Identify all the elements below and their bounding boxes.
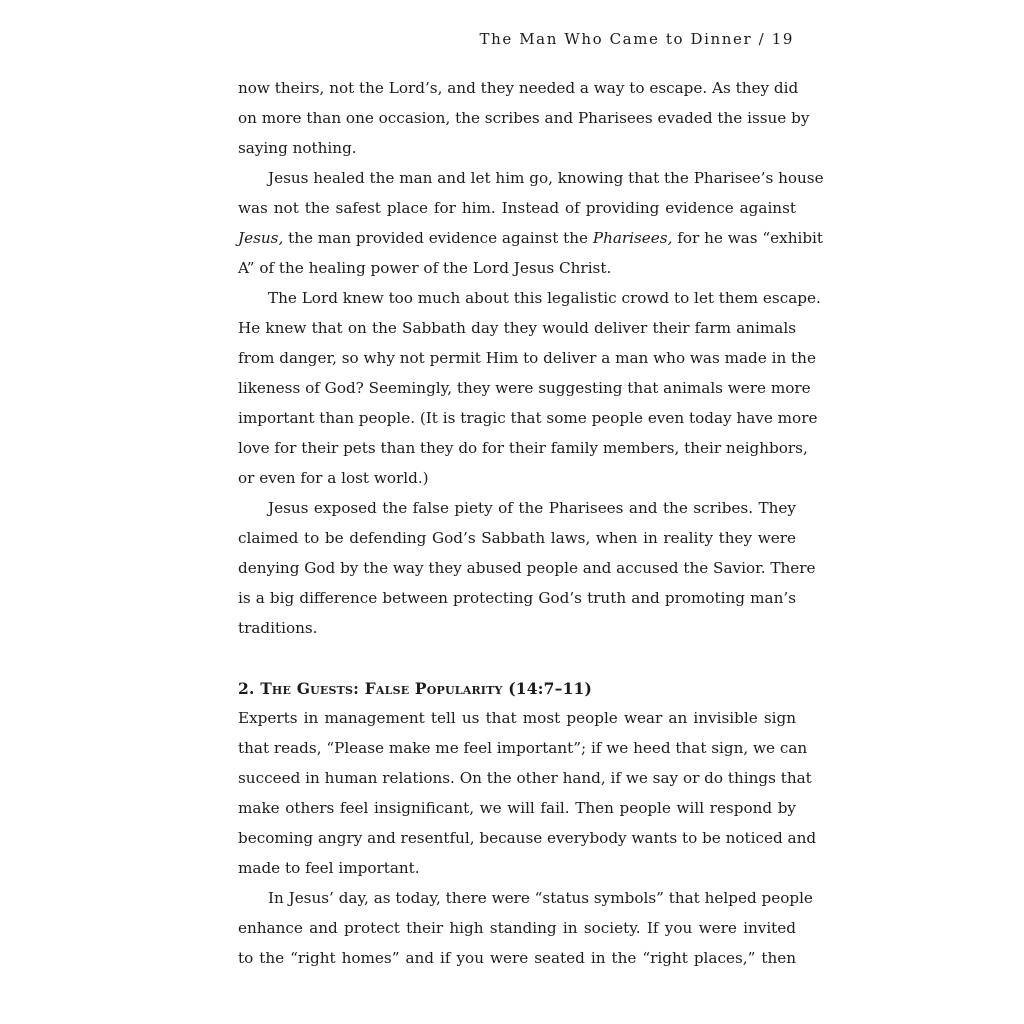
text-line: succeed in human relations. On the other hand, if we say or do things that [238,769,812,787]
text-line: He knew that on the Sabbath day they would deliver their farm animals [238,319,796,337]
page-number: 19 [771,30,794,48]
text-line: Jesus healed the man and let him go, knowing that the Pharisee’s house [268,169,824,187]
italic-pharisees: Pharisees, [592,229,673,247]
text-line: or even for a lost world.) [238,469,429,487]
text-line: enhance and protect their high standing in society. If you were invited [238,919,796,937]
text-line: becoming angry and resentful, because everybody wants to be noticed and [238,829,817,847]
text-line: In Jesus’ day, as today, there were “status symbols” that helped people [268,889,813,907]
text-line: now theirs, not the Lord’s, and they needed a way to escape. As they did [238,79,799,97]
section-number: 2. [238,679,261,698]
text-line: Jesus exposed the false piety of the Pharisees and the scribes. They [268,499,796,517]
section-heading [238,679,592,698]
running-head-title: The Man Who Came to Dinner [479,30,753,48]
text-line: traditions. [238,619,318,637]
text-line: on more than one occasion, the scribes and Pharisees evaded the issue by [238,109,810,127]
section-title: The Guests: False Popularity [260,679,503,698]
text-line: love for their pets than they do for their family members, their neighbors, [238,439,808,457]
text-line: made to feel important. [238,859,420,877]
text-line: from danger, so why not permit Him to deliver a man who was made in the [238,349,816,367]
text-line: denying God by the way they abused people and accused the Savior. There [238,559,816,577]
text-line: make others feel insignificant, we will fail. Then people will respond by [238,799,796,817]
text-line: to the “right homes” and if you were seated in the “right places,” then [238,949,796,967]
text-line: likeness of God? Seemingly, they were suggesting that animals were more [238,379,811,397]
text-line: claimed to be defending God’s Sabbath laws, when in reality they were [238,529,796,547]
italic-jesus: Jesus, [238,229,284,247]
text-line: Jesus, the man provided evidence against the Pharisees, for he was “exhibit [238,229,824,247]
section-reference: (14:7–11) [502,679,593,698]
text-line: important than people. (It is tragic that some people even today have more [238,409,818,427]
text-line: A” of the healing power of the Lord Jesus Christ. [238,259,612,277]
running-head-separator: / [752,30,772,48]
text-line: was not the safest place for him. Instead of providing evidence against [238,199,796,217]
text-line: is a big difference between protecting God’s truth and promoting man’s [238,589,796,607]
text-line: Experts in management tell us that most people wear an invisible sign [238,709,796,727]
running-head [479,30,794,48]
text-line: saying nothing. [238,139,357,157]
text-line: The Lord knew too much about this legalistic crowd to let them escape. [268,289,821,307]
text-line: that reads, “Please make me feel important”; if we heed that sign, we can [238,739,808,757]
